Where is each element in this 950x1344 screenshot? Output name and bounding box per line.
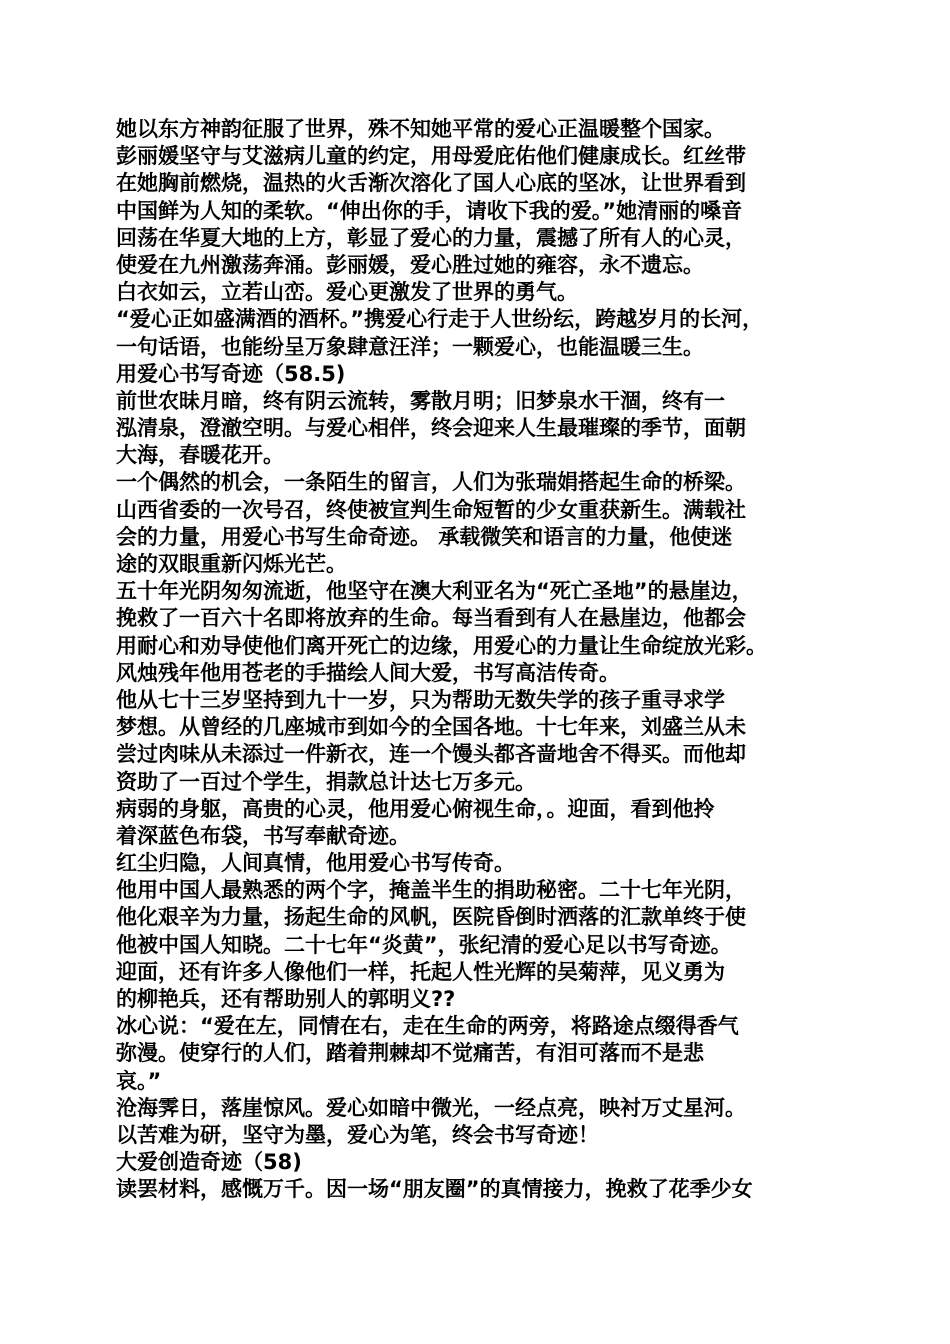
- text-line: 的柳艳兵，还有帮助别人的郭明义??: [116, 987, 456, 1011]
- section-heading: 用爱心书写奇迹（58.5): [116, 361, 346, 386]
- text-line: 他化艰辛为力量，扬起生命的风帆，医院昏倒时洒落的汇款单终于使: [116, 905, 746, 930]
- text-line: 途的双眼重新闪烁光芒。: [116, 552, 347, 576]
- section-heading: 大爱创造奇迹（58): [116, 1150, 302, 1175]
- text-line: 使爱在九州激荡奔涌。彭丽媛，爱心胜过她的雍容，永不遗忘。: [116, 252, 704, 277]
- text-line: 沧海霁日，落崖惊风。爱心如暗中微光，一经点亮，映衬万丈星河。: [116, 1095, 746, 1120]
- text-line: 一个偶然的机会，一条陌生的留言，人们为张瑞娟搭起生命的桥梁。: [116, 470, 746, 495]
- text-line: 一句话语，也能纷呈万象肆意汪洋；一颗爱心，也能温暖三生。: [116, 334, 704, 359]
- text-line: 风烛残年他用苍老的手描绘人间大爱，书写高洁传奇。: [116, 660, 620, 685]
- text-line: 读罢材料，感慨万千。因一场“朋友圈”的真情接力，挽救了花季少女: [116, 1177, 753, 1202]
- document-body: [116, 116, 846, 1204]
- text-line: 白衣如云，立若山峦。爱心更激发了世界的勇气。: [116, 280, 578, 305]
- text-line: 冰心说：“爱在左，同情在右，走在生命的两旁，将路途点缀得香气: [116, 1014, 739, 1039]
- text-line: 山西省委的一次号召，终使被宣判生命短暂的少女重获新生。满载社: [116, 497, 746, 522]
- text-line: “爱心正如盛满酒的酒杯。”携爱心行走于人世纷纭，跨越岁月的长河，: [116, 307, 764, 332]
- text-line: 用耐心和劝导使他们离开死亡的边缘，用爱心的力量让生命绽放光彩。: [116, 633, 767, 658]
- text-line: 他用中国人最熟悉的两个字，掩盖半生的捐助秘密。二十七年光阴，: [116, 878, 746, 903]
- text-line: 红尘归隐，人间真情，他用爱心书写传奇。: [116, 851, 515, 876]
- text-line: 中国鲜为人知的柔软。“伸出你的手，请收下我的爱。”她清丽的嗓音: [116, 198, 743, 223]
- text-line: 以苦难为研，坚守为墨，爱心为笔，终会书写奇迹！: [116, 1122, 599, 1147]
- text-line: 挽救了一百六十名即将放弃的生命。每当看到有人在悬崖边，他都会: [116, 606, 746, 631]
- text-line: 她以东方神韵征服了世界，殊不知她平常的爱心正温暖整个国家。: [116, 117, 725, 141]
- text-line: 会的力量，用爱心书写生命奇迹。 承载微笑和语言的力量，他使迷: [116, 524, 733, 549]
- text-line: 哀。”: [116, 1068, 162, 1093]
- text-line: 大海，春暖花开。: [116, 443, 284, 468]
- text-line: 梦想。从曾经的几座城市到如今的全国各地。十七年来，刘盛兰从未: [116, 715, 746, 740]
- text-line: 他被中国人知晓。二十七年“炎黄”，张纪清的爱心足以书写奇迹。: [116, 932, 732, 957]
- text-line: 着深蓝色布袋，书写奉献奇迹。: [116, 823, 410, 848]
- text-line: 彭丽媛坚守与艾滋病儿童的约定，用母爱庇佑他们健康成长。红丝带: [116, 144, 746, 169]
- text-line: 资助了一百过个学生，捐款总计达七万多元。: [116, 769, 536, 794]
- text-line: 前世农昧月暗，终有阴云流转，雾散月明；旧梦泉水干涸，终有一: [116, 388, 725, 413]
- text-line: 他从七十三岁坚持到九十一岁，只为帮助无数失学的孩子重寻求学: [116, 687, 725, 712]
- text-line: 回荡在华夏大地的上方，彰显了爱心的力量，震撼了所有人的心灵，: [116, 225, 746, 250]
- text-line: 泓清泉，澄澈空明。与爱心相伴，终会迎来人生最璀璨的季节，面朝: [116, 416, 746, 441]
- text-line: 在她胸前燃烧，温热的火舌渐次溶化了国人心底的坚冰，让世界看到: [116, 171, 746, 196]
- text-line: 弥漫。使穿行的人们，踏着荆棘却不觉痛苦，有泪可落而不是悲: [116, 1041, 704, 1066]
- text-line: 五十年光阴匆匆流逝，他坚守在澳大利亚名为“死亡圣地”的悬崖边，: [116, 579, 753, 604]
- text-line: 病弱的身躯，高贵的心灵，他用爱心俯视生命，。迎面，看到他拎: [116, 796, 715, 821]
- text-line: 尝过肉味从未添过一件新衣，连一个馒头都吝啬地舍不得买。而他却: [116, 742, 746, 767]
- text-line: 迎面，还有许多人像他们一样，托起人性光辉的吴菊萍，见义勇为: [116, 959, 725, 984]
